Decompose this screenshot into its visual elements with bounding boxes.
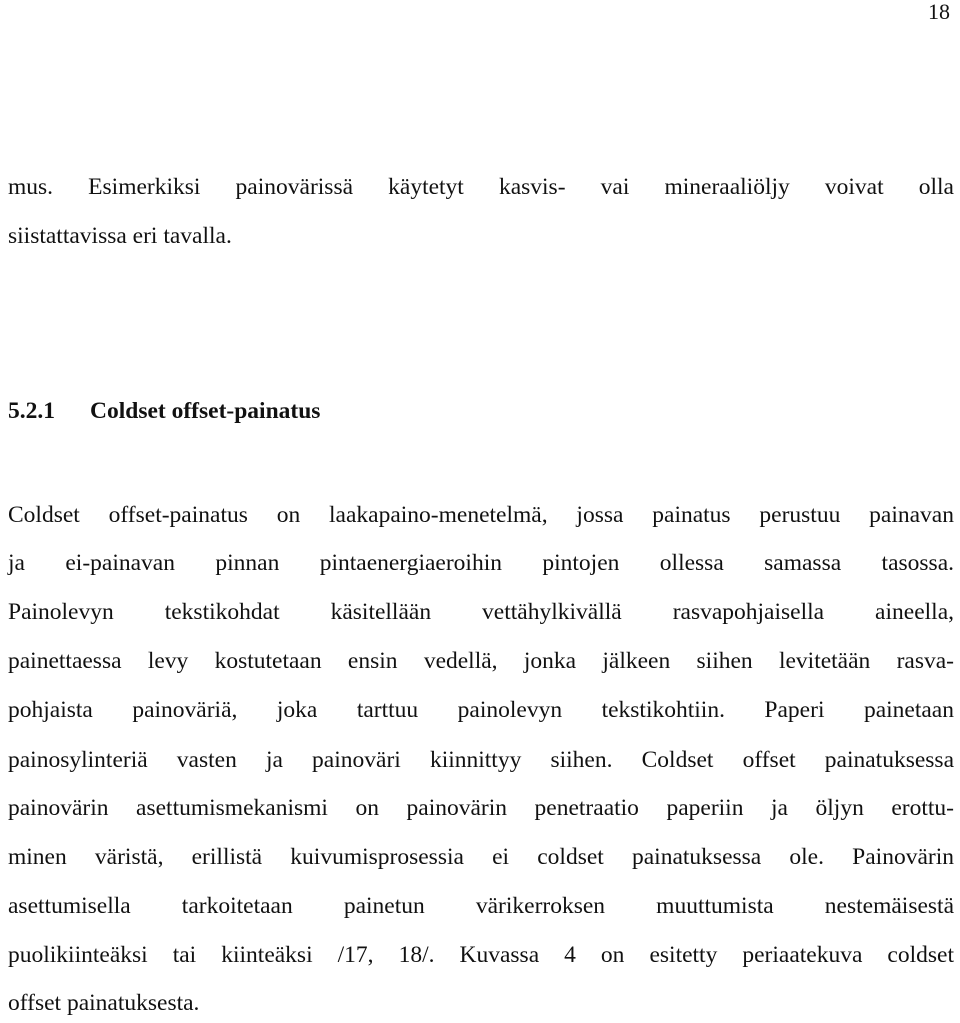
section-title: Coldset offset-painatus: [90, 398, 321, 424]
paragraph-line: pohjaista painoväriä, joka tarttuu painolevyn tekstikohtiin. Paperi painetaan: [8, 697, 954, 723]
paragraph-line: Coldset offset-painatus on laakapaino-menetelmä, jossa painatus perustuu painavan: [8, 502, 954, 528]
paragraph-line: ja ei-painavan pinnan pintaenergiaeroihin pintojen ollessa samassa tasossa.: [8, 550, 954, 576]
paragraph-line: painovärin asettumismekanismi on painovärin penetraatio paperiin ja öljyn erottu-: [8, 795, 954, 821]
section-number: 5.2.1: [8, 398, 55, 424]
page-number: 18: [928, 0, 950, 24]
section-heading: [8, 396, 320, 426]
paragraph-line: mus. Esimerkiksi painovärissä käytetyt kasvis- vai mineraaliöljy voivat olla: [8, 174, 954, 200]
paragraph-line: puolikiinteäksi tai kiinteäksi /17, 18/. Kuvassa 4 on esitetty periaatekuva coldset: [8, 942, 954, 968]
paragraph-line: minen väristä, erillistä kuivumisprosessia ei coldset painatuksessa ole. Painovärin: [8, 844, 954, 870]
paragraph-line: Painolevyn tekstikohdat käsitellään vettähylkivällä rasvapohjaisella aineella,: [8, 599, 954, 625]
paragraph-line: painosylinteriä vasten ja painoväri kiinnittyy siihen. Coldset offset painatuksessa: [8, 747, 954, 773]
paragraph-line: painettaessa levy kostutetaan ensin vedellä, jonka jälkeen siihen levitetään rasva-: [8, 648, 954, 674]
paragraph-line: asettumisella tarkoitetaan painetun värikerroksen muuttumista nestemäisestä: [8, 893, 954, 919]
paragraph-line: siistattavissa eri tavalla.: [8, 223, 232, 249]
paragraph-line: offset painatuksesta.: [8, 990, 200, 1016]
